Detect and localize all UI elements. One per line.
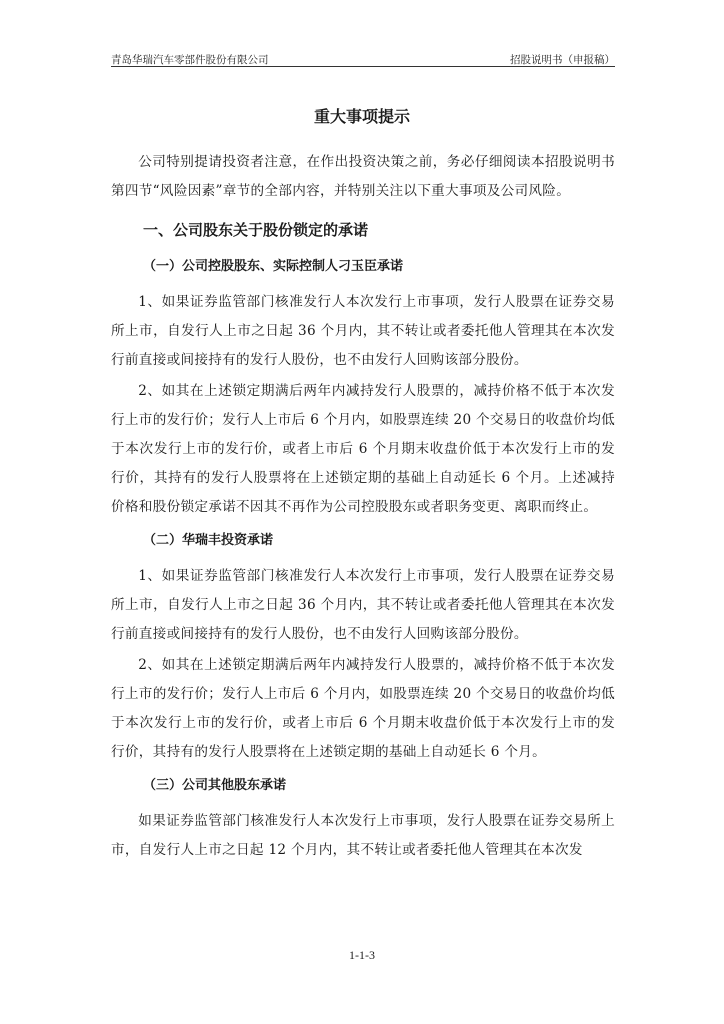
document-body bbox=[111, 148, 615, 867]
paragraph: 2、如其在上述锁定期满后两年内减持发行人股票的，减持价格不低于本次发行上市的发行价；发行人上市后 6 个月内，如股票连续 20 个交易日的收盘价均低于本次发行上市的发行价，或者上市后 6 个月期末收盘价低于本次发行上市的发行价，其持有的发行人股票将在上述锁定期的基础上自动延长 6 个月。上述减持价格和股份锁定承诺不因其不再作为公司控股股东或者职务变更、离职而终止。 bbox=[111, 383, 615, 515]
header-company-name: 青岛华瑞汽车零部件股份有限公司 bbox=[111, 54, 269, 66]
page-number: 1-1-3 bbox=[349, 948, 375, 962]
page-header bbox=[111, 48, 615, 68]
paragraph: 2、如其在上述锁定期满后两年内减持发行人股票的，减持价格不低于本次发行上市的发行价；发行人上市后 6 个月内，如股票连续 20 个交易日的收盘价均低于本次发行上市的发行价，或者上市后 6 个月期末收盘价低于本次发行上市的发行价，其持有的发行人股票将在上述锁定期的基础上自动延长 6 个月。 bbox=[111, 657, 615, 760]
paragraph: 如果证券监管部门核准发行人本次发行上市事项，发行人股票在证券交易所上市，自发行人上市之日起 12 个月内，其不转让或者委托他人管理其在本次发 bbox=[111, 813, 615, 858]
header-document-type: 招股说明书（申报稿） bbox=[510, 54, 615, 66]
page-title: 重大事项提示 bbox=[313, 107, 410, 126]
subsection-heading-other-shareholders: （三）公司其他股东承诺 bbox=[143, 778, 287, 793]
header-divider bbox=[111, 66, 615, 67]
intro-paragraph: 公司特别提请投资者注意，在作出投资决策之前，务必仔细阅读本招股说明书第四节“风险因素”章节的全部内容，并特别关注以下重大事项及公司风险。 bbox=[111, 154, 615, 199]
subsection-heading-controlling-shareholder: （一）公司控股股东、实际控制人刁玉臣承诺 bbox=[143, 259, 404, 274]
paragraph: 1、如果证券监管部门核准发行人本次发行上市事项，发行人股票在证券交易所上市，自发行人上市之日起 36 个月内，其不转让或者委托他人管理其在本次发行前直接或间接持有的发行人股份，也不由发行人回购该部分股份。 bbox=[111, 568, 615, 642]
subsection-heading-huaruifeng: （二）华瑞丰投资承诺 bbox=[143, 533, 274, 548]
section-heading: 一、公司股东关于股份锁定的承诺 bbox=[143, 221, 369, 239]
paragraph: 1、如果证券监管部门核准发行人本次发行上市事项，发行人股票在证券交易所上市，自发行人上市之日起 36 个月内，其不转让或者委托他人管理其在本次发行前直接或间接持有的发行人股份，也不由发行人回购该部分股份。 bbox=[111, 294, 615, 368]
